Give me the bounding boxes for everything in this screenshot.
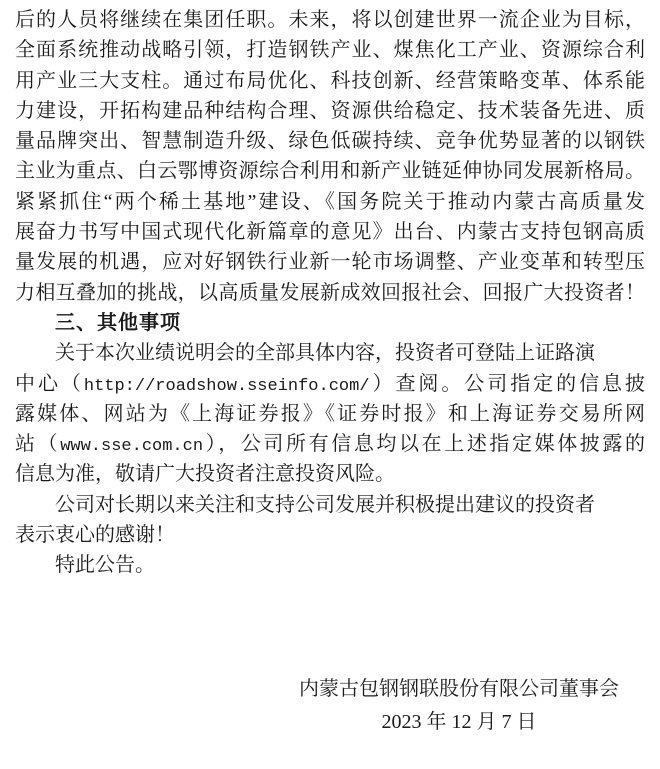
body-line xyxy=(15,369,645,399)
body-line: 紧紧抓住“两个稀土基地”建设、《国务院关于推动内蒙古高质量发 xyxy=(15,190,645,213)
body-line: 信息为准，敬请广大投资者注意投资风险。 xyxy=(15,463,395,486)
body-line: 量发展的机遇，应对好钢铁行业新一轮市场调整、产业变革和转型压 xyxy=(15,251,645,274)
body-text: 中心（ xyxy=(15,372,84,395)
sse-url-text: www.sse.com.cn xyxy=(60,437,204,457)
body-line: 特此公告。 xyxy=(55,554,155,577)
body-line: 全面系统推动战略引领，打造钢铁产业、煤焦化工产业、资源综合利 xyxy=(15,39,645,62)
signature-block xyxy=(15,673,645,739)
signature-company: 内蒙古包钢钢联股份有限公司董事会 xyxy=(299,677,619,700)
body-line: 展奋力书写中国式现代化新篇章的意见》出台、内蒙古支持包钢高质 xyxy=(15,221,645,244)
body-text: ），公司所有信息均以在上述指定媒体披露的 xyxy=(203,433,646,456)
body-line: 力相互叠加的挑战，以高质量发展新成效回报社会、回报广大投资者！ xyxy=(15,281,645,304)
body-line: 露媒体、网站为《上海证券报》《证券时报》和上海证券交易所网 xyxy=(15,402,645,425)
body-line: 公司对长期以来关注和支持公司发展并积极提出建议的投资者 xyxy=(55,493,595,516)
body-line xyxy=(15,429,645,459)
body-line: 主业为重点、白云鄂博资源综合利用和新产业链延伸协同发展新格局。 xyxy=(15,160,645,183)
body-text: ）查阅。公司指定的信息披 xyxy=(369,372,646,395)
body-line: 后的人员将继续在集团任职。未来，将以创建世界一流企业为目标， xyxy=(15,9,645,31)
body-line: 关于本次业绩说明会的全部具体内容，投资者可登陆上证路演 xyxy=(55,342,595,365)
roadshow-url-text: http://roadshow.sseinfo.com/ xyxy=(83,376,370,396)
body-line: 量品牌突出、智慧制造升级、绿色低碳持续、竞争优势显著的以钢铁 xyxy=(15,130,645,153)
body-line: 力建设，开拓构建品种结构合理、资源供给稳定、技术装备先进、质 xyxy=(15,99,645,122)
body-line: 用产业三大支柱。通过布局优化、科技创新、经营策略变革、体系能 xyxy=(15,69,645,92)
section-heading: 三、其他事项 xyxy=(55,311,181,334)
body-line: 表示衷心的感谢！ xyxy=(15,524,175,547)
signature-date: 2023 年 12 月 7 日 xyxy=(381,710,537,733)
body-text: 站（ xyxy=(15,433,61,456)
signature-inner xyxy=(299,673,619,739)
